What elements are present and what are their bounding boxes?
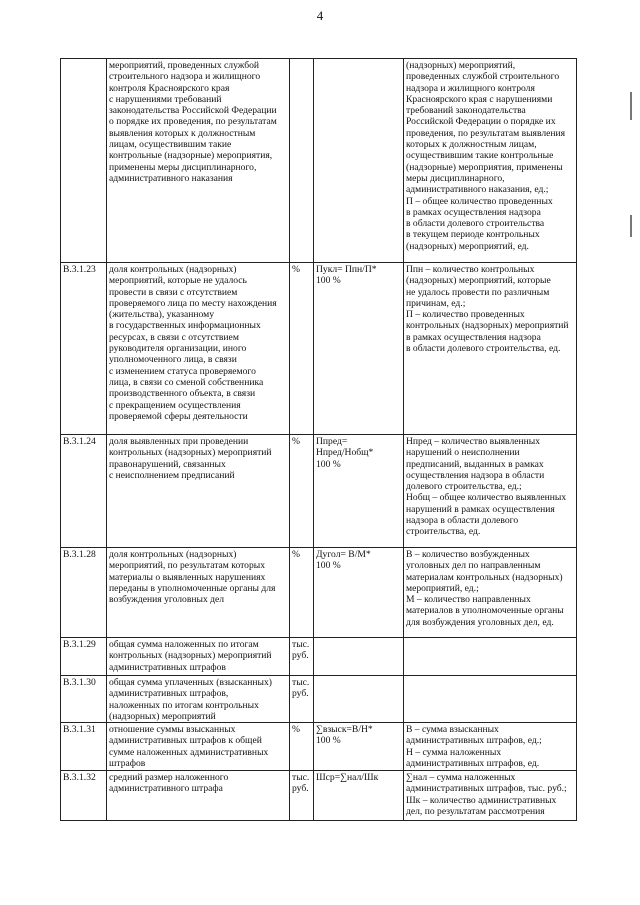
indicator-description <box>404 638 577 676</box>
indicator-formula: ∑взыск=В/Н* 100 % <box>314 723 404 771</box>
indicator-name: общая сумма наложенных по итогам контрольных (надзорных) мероприятий административных штрафов <box>107 638 290 676</box>
indicator-unit: % <box>290 435 314 548</box>
indicator-unit: % <box>290 723 314 771</box>
indicator-description: Ппн – количество контрольных (надзорных) мероприятий, которые не удалось провести по различным причинам, ед.; П – количество проведенных контрольных (надзорных) мероприятий в рамках осуществления надзора в области долевого строительства, ед. <box>404 263 577 435</box>
indicator-code: В.3.1.28 <box>61 548 107 638</box>
indicator-formula <box>314 638 404 676</box>
indicator-unit: тыс. руб. <box>290 771 314 821</box>
indicator-name: общая сумма уплаченных (взысканных) административных штрафов, наложенных по итогам контрольных (надзорных) мероприятий <box>107 676 290 723</box>
indicator-description: (надзорных) мероприятий, проведенных службой строительного надзора и жилищного контроля Красноярского края с нарушениями требований законодательства Российской Федерации о порядке их проведения, по результатам выявления которых к должностным лицам, осуществившим такие контрольные (надзорные) мероприятия, применены меры дисциплинарного, административного наказания, ед.; П – общее количество проведенных в рамках осуществления надзора в области долевого строительства в текущем периоде контрольных (надзорных) мероприятий, ед. <box>404 59 577 263</box>
indicator-description: В – сумма взысканных административных штрафов, ед.; Н – сумма наложенных административных штрафов, ед. <box>404 723 577 771</box>
table-row <box>61 59 577 263</box>
indicator-unit: тыс. руб. <box>290 638 314 676</box>
table-row <box>61 638 577 676</box>
indicator-unit <box>290 59 314 263</box>
indicator-code <box>61 59 107 263</box>
page-number: 4 <box>316 8 324 23</box>
indicator-code: В.3.1.24 <box>61 435 107 548</box>
indicator-description: Нпред – количество выявленных нарушений о неисполнении предписаний, выданных в рамках осуществления надзора в области долевого строительства, ед.; Нобщ – общее количество выявленных нарушений в рамках осуществления надзора в области долевого строительства, ед. <box>404 435 577 548</box>
table-row <box>61 676 577 723</box>
indicator-formula: Ппред= Нпред/Нобщ* 100 % <box>314 435 404 548</box>
indicator-formula: Дугол= В/М* 100 % <box>314 548 404 638</box>
indicator-code: В.3.1.30 <box>61 676 107 723</box>
indicator-name: мероприятий, проведенных службой строительного надзора и жилищного контроля Красноярского края с нарушениями требований законодательства Российской Федерации о порядке их проведения, по результатам выявления которых к должностным лицам, осуществившим такие контрольные (надзорные) мероприятия, применены меры дисциплинарного, административного наказания <box>107 59 290 263</box>
table-row <box>61 263 577 435</box>
indicator-formula <box>314 59 404 263</box>
indicator-name: доля выявленных при проведении контрольных (надзорных) мероприятий правонарушений, связанных с неисполнением предписаний <box>107 435 290 548</box>
indicator-code: В.3.1.32 <box>61 771 107 821</box>
indicator-formula: Пукл= Ппн/П* 100 % <box>314 263 404 435</box>
table-row <box>61 723 577 771</box>
indicator-description <box>404 676 577 723</box>
indicator-code: В.3.1.29 <box>61 638 107 676</box>
indicator-description: В – количество возбужденных уголовных дел по направленным материалам контрольных (надзорных) мероприятий, ед.; М – количество направленных материалов в уполномоченные органы для возбуждения уголовных дел, ед. <box>404 548 577 638</box>
scan-artifact <box>630 92 632 120</box>
table-row <box>61 548 577 638</box>
table-row <box>61 771 577 821</box>
indicator-name: отношение суммы взысканных административных штрафов к общей сумме наложенных административных штрафов <box>107 723 290 771</box>
indicator-unit: % <box>290 548 314 638</box>
indicator-formula: Шср=∑нал/Шк <box>314 771 404 821</box>
table-row <box>61 435 577 548</box>
indicator-description: ∑нал – сумма наложенных административных штрафов, тыс. руб.; Шк – количество административных дел, по результатам рассмотрения <box>404 771 577 821</box>
indicator-code: В.3.1.31 <box>61 723 107 771</box>
indicator-name: доля контрольных (надзорных) мероприятий, по результатам которых материалы о выявленных нарушениях переданы в уполномоченные органы для возбуждения уголовных дел <box>107 548 290 638</box>
indicator-unit: тыс. руб. <box>290 676 314 723</box>
scan-artifact <box>630 215 632 237</box>
indicator-name: средний размер наложенного административного штрафа <box>107 771 290 821</box>
indicator-unit: % <box>290 263 314 435</box>
indicators-table <box>60 58 577 821</box>
indicator-formula <box>314 676 404 723</box>
indicator-code: В.3.1.23 <box>61 263 107 435</box>
indicator-name: доля контрольных (надзорных) мероприятий, которые не удалось провести в связи с отсутствием проверяемого лица по месту нахождения (жительства), указанному в государственных информационных ресурсах, в связи с отсутствием руководителя организации, иного уполномоченного лица, в связи с изменением статуса проверяемого лица, в связи со сменой собственника производственного объекта, в связи с прекращением осуществления проверяемой сферы деятельности <box>107 263 290 435</box>
